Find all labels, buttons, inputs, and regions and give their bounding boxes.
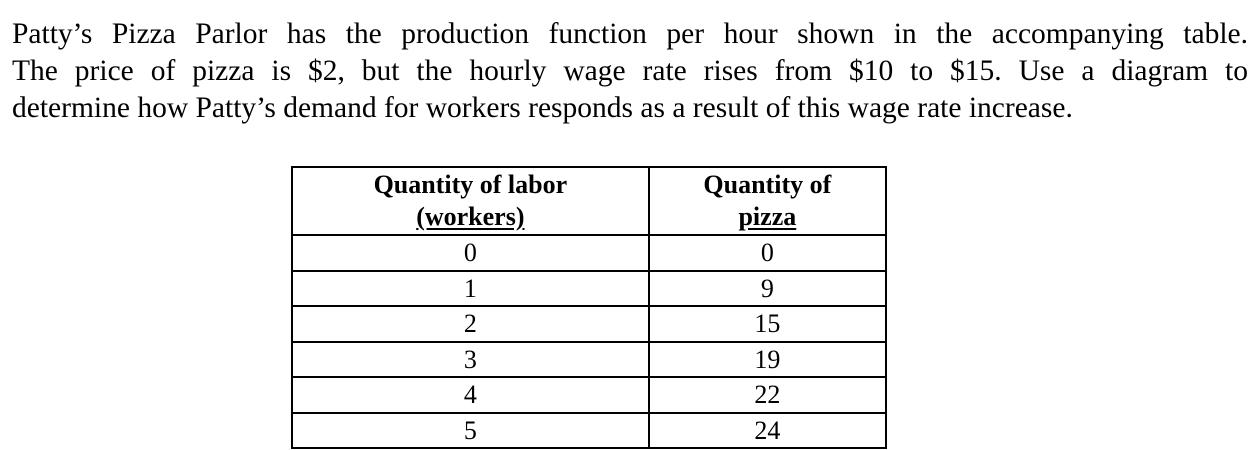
header-pizza-line-2: pizza	[738, 202, 797, 231]
pizza-cell: 19	[649, 342, 886, 378]
labor-cell: 2	[292, 306, 649, 342]
labor-cell: 5	[292, 413, 649, 449]
table-row	[292, 377, 886, 413]
labor-cell: 4	[292, 377, 649, 413]
table-row	[292, 413, 886, 449]
question-line-1: Patty’s Pizza Parlor has the production function per hour shown in the accompanying table.	[12, 18, 1248, 50]
header-quantity-of-pizza	[649, 167, 886, 235]
pizza-cell: 24	[649, 413, 886, 449]
table-row	[292, 306, 886, 342]
labor-cell: 1	[292, 271, 649, 307]
pizza-cell: 22	[649, 377, 886, 413]
table-header-row	[292, 167, 886, 235]
pizza-cell: 15	[649, 306, 886, 342]
question-text	[12, 16, 1248, 127]
question-line-2: The price of pizza is $2, but the hourly wage rate rises from $10 to $15. Use a diagram to	[12, 55, 1248, 87]
table-row	[292, 271, 886, 307]
header-labor-line-2: (workers)	[416, 202, 525, 231]
header-quantity-of-labor	[292, 167, 649, 235]
pizza-cell: 9	[649, 271, 886, 307]
table-row	[292, 342, 886, 378]
pizza-cell: 0	[649, 235, 886, 271]
labor-cell: 3	[292, 342, 649, 378]
header-pizza-line-1: Quantity of	[703, 170, 832, 199]
question-line-3: determine how Patty’s demand for workers responds as a result of this wage rate increase.	[12, 92, 1073, 124]
header-labor-line-1: Quantity of labor	[373, 170, 568, 199]
production-function-table	[291, 166, 887, 449]
table-row	[292, 235, 886, 271]
labor-cell: 0	[292, 235, 649, 271]
